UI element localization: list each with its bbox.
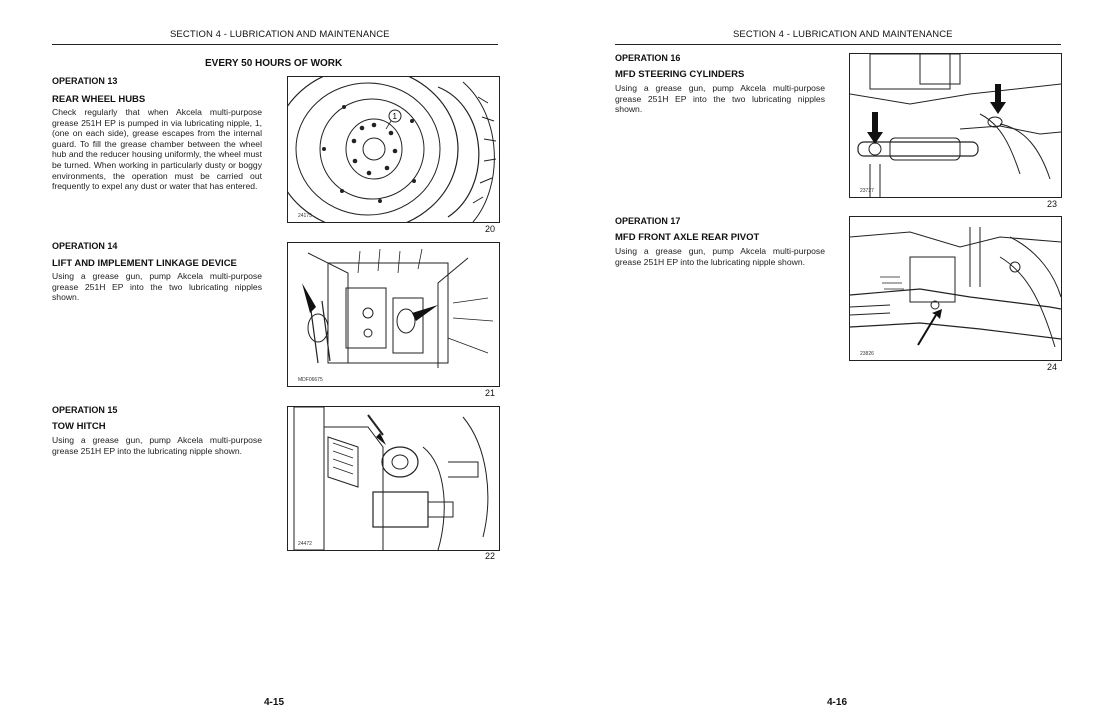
header-rule: [52, 44, 498, 45]
figure-code: 24472: [298, 541, 312, 547]
operation-15-title: TOW HITCH: [52, 421, 106, 432]
operation-13-label: OPERATION 13: [52, 76, 118, 86]
operation-14-text: Using a grease gun, pump Akcela multi-purpose grease 251H EP into the two lubricating nipples shown.: [52, 271, 262, 303]
operation-13-text: Check regularly that when Akcela multi-purpose grease 251H EP is pumped in via lubricating nipple, 1, (one on each side), grease escapes from the internal guard. To fill the grease chamber between the wheel hub and the reducer housing uniformly, the wheel must be turned. When working in particularly dusty or boggy environments, the operation must be carried out frequently to expel any dust or water that has entered.: [52, 107, 262, 192]
page-number: 4-16: [827, 697, 848, 708]
arrow-right: [412, 305, 438, 321]
figure-code: MDF06675: [298, 377, 323, 383]
figure-number-22: 22: [485, 551, 496, 561]
figure-code: 24175: [298, 213, 312, 219]
figure-23-steering-cylinders: [849, 53, 1062, 198]
figure-code: 23826: [860, 351, 874, 357]
front-axle-pivot-drawing: [850, 217, 1061, 360]
operation-14-label: OPERATION 14: [52, 241, 118, 251]
arrow-right: [990, 84, 1006, 114]
tow-hitch-drawing: [288, 407, 499, 550]
figure-number-20: 20: [485, 224, 496, 234]
operation-17-text: Using a grease gun, pump Akcela multi-purpose grease 251H EP into the lubricating nipple shown.: [615, 246, 825, 267]
arrow-left: [867, 112, 883, 144]
operation-14-title: LIFT AND IMPLEMENT LINKAGE DEVICE: [52, 258, 237, 269]
operation-17-label: OPERATION 17: [615, 216, 681, 226]
header-rule: [615, 44, 1061, 45]
block-title: EVERY 50 HOURS OF WORK: [205, 58, 343, 69]
figure-number-21: 21: [485, 388, 496, 398]
figure-number-23: 23: [1047, 199, 1058, 209]
steering-cylinders-drawing: [850, 54, 1061, 197]
operation-16-label: OPERATION 16: [615, 53, 681, 63]
operation-13-title: REAR WHEEL HUBS: [52, 94, 146, 105]
figure-24-front-axle-pivot: [849, 216, 1062, 361]
lift-linkage-drawing: [288, 243, 499, 386]
section-header: SECTION 4 - LUBRICATION AND MAINTENANCE: [733, 29, 953, 40]
page-number: 4-15: [264, 697, 285, 708]
operation-16-text: Using a grease gun, pump Akcela multi-purpose grease 251H EP into the two lubricating nipples shown.: [615, 83, 825, 115]
section-header: SECTION 4 - LUBRICATION AND MAINTENANCE: [170, 29, 390, 40]
operation-17-title: MFD FRONT AXLE REAR PIVOT: [615, 232, 760, 243]
operation-16-title: MFD STEERING CYLINDERS: [615, 69, 745, 80]
operation-15-text: Using a grease gun, pump Akcela multi-purpose grease 251H EP into the lubricating nipple shown.: [52, 435, 262, 456]
figure-code: 23727: [860, 188, 874, 194]
rear-wheel-hub-drawing: [288, 77, 499, 222]
figure-21-lift-linkage: [287, 242, 500, 387]
callout-1: 1: [392, 112, 397, 121]
arrow-left: [302, 283, 316, 313]
figure-22-tow-hitch: [287, 406, 500, 551]
right-page: [556, 0, 1112, 724]
operation-15-label: OPERATION 15: [52, 405, 118, 415]
figure-20-rear-wheel-hub: [287, 76, 500, 223]
figure-number-24: 24: [1047, 362, 1058, 372]
